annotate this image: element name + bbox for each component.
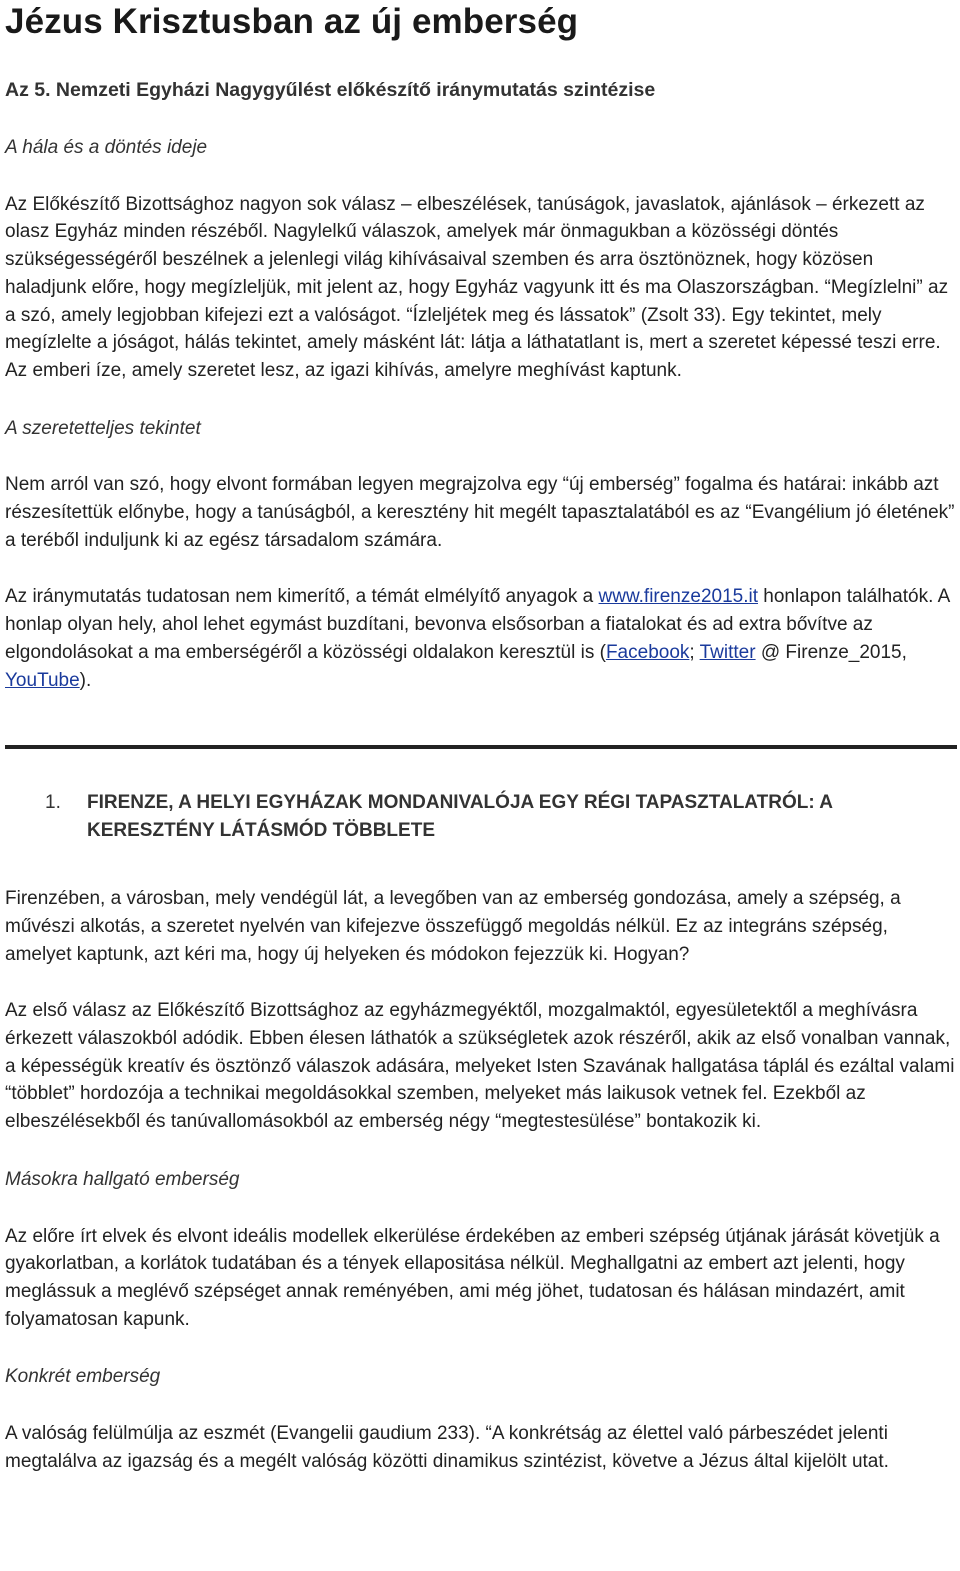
section-1-paragraph-2: Az első válasz az Előkészítő Bizottsághoz az egyházmegyéktől, mozgalmaktól, egyesületektől a meghívásra érkezett válaszokból adódik. Ebben élesen láthatók a szükségletek azok részéről, akik az első vonalban vannak, a képességük kreatív és ösztönző válaszok adására, melyeket Isten Szavának hallgatása táplál és ezáltal valami “többlet” hordozója a technikai megoldásokkal szemben, melyeket más laikusok vetnek fel. Ezekből az elbeszélésekből és tanúvallomásokból az emberség négy “megtestesülése” bontakozik ki. [5, 1000, 955, 1133]
resources-text-1: Az iránymutatás tudatosan nem kimerítő, a témát elmélyítő anyagok a [5, 586, 599, 608]
listening-paragraph: Az előre írt elvek és elvont ideális modellek elkerülése érdekében az emberi szépség útjának járását követjük a gyakorlatban, a korlátok tudatában és a tények ellapositása nélkül. Meghallgatni az embert azt jelenti, hogy meglássuk a meglévő szépséget annak reményében, ami még jöhet, tudatosan és hálásan mindazért, amit folyamatosan kapunk. [5, 1225, 940, 1330]
firenze-site-link[interactable]: www.firenze2015.it [598, 586, 758, 608]
loving-heading: A szeretetteljes tekintet [5, 417, 201, 439]
resources-paragraph [5, 583, 956, 694]
page-title: Jézus Krisztusban az új emberség [5, 2, 579, 41]
concrete-paragraph: A valóság felülmúlja az eszmét (Evangelii gaudium 233). “A konkrétság az élettel való párbeszédet jelenti megtalálva az igazság és a megélt valóság közötti dinamikus szintézist, követve a Jézus által kijelölt utat. [5, 1423, 889, 1472]
resources-text-4: ). [79, 669, 92, 691]
intro-paragraph: Az Előkészítő Bizottsághoz nagyon sok válasz – elbeszélések, tanúságok, javaslatok, ajánlások – érkezett az olasz Egyház minden részéből. Nagylelkű válaszok, amelyek már önmagukban a közösségi döntés szükségességéről beszélnek a jelenlegi világ kihívásaival szemben és arra ösztönöznek, hogy közösen haladjunk előre, hogy megízleljük, mit jelent az, hogy Egyház vagyunk itt és ma Olaszországban. “Megízlelni” az a szó, amely legjobban kifejezi ezt a valóságot. “Ízleljétek meg és lássatok” (Zsolt 33). Egy tekintet, mely megízlelte a jóságot, hálás tekintet, amely másként lát: látja a láthatatlant is, mert a szeretet képessé teszi erre. Az emberi íze, amely szeretet lesz, az igazi kihívás, amelyre meghívást kaptunk. [5, 193, 949, 381]
section-title: FIRENZE, A HELYI EGYHÁZAK MONDANIVALÓJA EGY RÉGI TAPASZTALATRÓL: A KERESZTÉNY LÁTÁSMÓD TÖBBLETE [87, 792, 833, 842]
loving-paragraph: Nem arról van szó, hogy elvont formában legyen megrajzolva egy “új emberség” fogalma és határai: inkább azt részesítettük előnybe, hogy a tanúságból, a keresztény hit megélt tapasztalatából es az “Evangélium jó életének” a teréből induljunk ki az egész társadalom számára. [5, 474, 955, 551]
section-1-heading [5, 789, 956, 845]
section-1-paragraph-1: Firenzében, a városban, mely vendégül lát, a levegőben van az emberség gondozása, amely a szépség, a művészi alkotás, a szeretet nyelvén van kifejezve összefüggő megoldás nélkül. Ez az integráns szépség, amelyet kaptunk, azt kéri ma, hogy új helyeken és módokon fejezzük ki. Hogyan? [5, 888, 901, 965]
resources-text-2: honlapon találhatók. A honlap olyan hely, ahol lehet egymást buzdítani, bevonva elsősorban a fiatalokat és ad extra bővítve az elgondolásokat a ma emberségéről a közösségi oldalakon keresztül is ( [5, 586, 950, 663]
concrete-heading: Konkrét emberség [5, 1366, 161, 1388]
section-number: 1. [45, 792, 61, 814]
listening-heading: Másokra hallgató emberség [5, 1168, 240, 1190]
document-subtitle: Az 5. Nemzeti Egyházi Nagygyűlést előkészítő iránymutatás szintézise [5, 79, 656, 101]
youtube-link[interactable]: YouTube [5, 669, 80, 691]
resources-text-3: @ Firenze_2015, [755, 641, 907, 663]
section-divider [5, 745, 957, 749]
link-separator: ; [689, 641, 700, 663]
twitter-link[interactable]: Twitter [699, 641, 756, 663]
facebook-link[interactable]: Facebook [605, 641, 690, 663]
intro-heading: A hála és a döntés ideje [5, 137, 208, 158]
